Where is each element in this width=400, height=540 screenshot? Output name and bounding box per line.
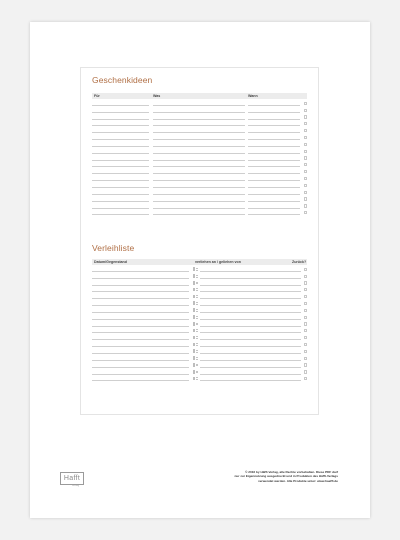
returned-checkbox[interactable]	[304, 309, 307, 312]
lent-borrowed-toggle[interactable]	[193, 322, 199, 326]
returned-checkbox[interactable]	[304, 302, 307, 305]
haefft-logo: Hafft	[60, 472, 84, 485]
gift-done-checkbox[interactable]	[304, 129, 307, 132]
lent-borrowed-toggle[interactable]	[193, 349, 199, 353]
lending-row	[92, 279, 307, 286]
toggle-label-mark	[196, 359, 199, 360]
lent-borrowed-toggle[interactable]	[193, 370, 199, 374]
column-header-date-item: Datum/Gegenstand	[94, 259, 127, 264]
lending-row	[92, 306, 307, 313]
toggle-label-mark	[196, 277, 199, 278]
returned-checkbox[interactable]	[304, 350, 307, 353]
lending-list-rows	[92, 265, 307, 381]
lent-borrowed-toggle[interactable]	[193, 356, 199, 360]
toggle-label-mark	[196, 345, 199, 346]
item-line[interactable]	[92, 380, 189, 381]
toggle-label-mark	[196, 270, 199, 271]
lending-row	[92, 272, 307, 279]
lent-borrowed-toggle[interactable]	[193, 295, 199, 299]
gift-idea-row	[92, 140, 307, 147]
gift-done-checkbox[interactable]	[304, 177, 307, 180]
toggle-label-mark	[196, 336, 199, 337]
lent-borrowed-toggle[interactable]	[193, 274, 199, 278]
toggle-label-mark	[196, 372, 199, 373]
toggle-label-mark	[196, 275, 199, 276]
gift-done-checkbox[interactable]	[304, 211, 307, 214]
lent-borrowed-toggle[interactable]	[193, 301, 199, 305]
lending-row	[92, 313, 307, 320]
gift-done-checkbox[interactable]	[304, 170, 307, 173]
gift-done-checkbox[interactable]	[304, 102, 307, 105]
lending-row	[92, 333, 307, 340]
lent-borrowed-toggle[interactable]	[193, 336, 199, 340]
lent-borrowed-toggle[interactable]	[193, 308, 199, 312]
footer-line-2: nur zur Eigennutzung ausgedruckt und in Produkten des Häfft-Verlags	[234, 474, 338, 479]
returned-checkbox[interactable]	[304, 288, 307, 291]
gift-done-checkbox[interactable]	[304, 150, 307, 153]
toggle-label-mark	[196, 318, 199, 319]
returned-checkbox[interactable]	[304, 343, 307, 346]
toggle-label-mark	[196, 352, 199, 353]
lent-borrowed-toggle[interactable]	[193, 329, 199, 333]
gift-done-checkbox[interactable]	[304, 184, 307, 187]
lending-row	[92, 265, 307, 272]
toggle-label-mark	[196, 309, 199, 310]
gift-idea-row	[92, 120, 307, 127]
lent-borrowed-toggle[interactable]	[193, 377, 199, 381]
toggle-label-mark	[196, 316, 199, 317]
gift-done-checkbox[interactable]	[304, 122, 307, 125]
toggle-label-mark	[196, 290, 199, 291]
lent-borrowed-toggle[interactable]	[193, 281, 199, 285]
gift-ideas-title: Geschenkideen	[92, 75, 153, 85]
column-header-returned: Zurück?	[292, 259, 307, 264]
gift-idea-row	[92, 188, 307, 195]
lending-row	[92, 286, 307, 293]
lent-borrowed-toggle[interactable]	[193, 363, 199, 367]
toggle-label-mark	[196, 364, 199, 365]
returned-checkbox[interactable]	[304, 336, 307, 339]
toggle-label-mark	[196, 311, 199, 312]
lending-row	[92, 375, 307, 382]
toggle-label-mark	[196, 350, 199, 351]
returned-checkbox[interactable]	[304, 357, 307, 360]
what-line[interactable]	[153, 214, 245, 215]
for-line[interactable]	[92, 214, 149, 215]
toggle-label-mark	[196, 302, 199, 303]
returned-checkbox[interactable]	[304, 329, 307, 332]
gift-done-checkbox[interactable]	[304, 163, 307, 166]
toggle-label-mark	[196, 295, 199, 296]
toggle-label-mark	[196, 268, 199, 269]
gift-done-checkbox[interactable]	[304, 204, 307, 207]
toggle-label-mark	[196, 297, 199, 298]
returned-checkbox[interactable]	[304, 281, 307, 284]
column-header-what: Was	[153, 93, 161, 98]
toggle-label-mark	[196, 343, 199, 344]
returned-checkbox[interactable]	[304, 363, 307, 366]
lent-borrowed-toggle[interactable]	[193, 315, 199, 319]
lent-borrowed-toggle[interactable]	[193, 267, 199, 271]
gift-idea-row	[92, 167, 307, 174]
toggle-label-mark	[196, 371, 199, 372]
gift-done-checkbox[interactable]	[304, 143, 307, 146]
gift-done-checkbox[interactable]	[304, 156, 307, 159]
returned-checkbox[interactable]	[304, 268, 307, 271]
planner-panel	[80, 67, 319, 415]
toggle-label-mark	[196, 331, 199, 332]
gift-idea-row	[92, 181, 307, 188]
column-header-when: Wann	[248, 93, 258, 98]
gift-idea-row	[92, 161, 307, 168]
gift-idea-row	[92, 154, 307, 161]
footer-line-1: © 2016 by Häfft-Verlag, alle Rechte vorbehalten. Diese PDF darf	[245, 470, 338, 474]
gift-idea-row	[92, 202, 307, 209]
toggle-label-mark	[196, 324, 199, 325]
gift-ideas-rows	[92, 99, 307, 215]
toggle-label-mark	[196, 365, 199, 366]
gift-idea-row	[92, 99, 307, 106]
gift-idea-row	[92, 209, 307, 216]
lending-row	[92, 340, 307, 347]
gift-done-checkbox[interactable]	[304, 191, 307, 194]
toggle-label-mark	[196, 338, 199, 339]
gift-idea-row	[92, 133, 307, 140]
lending-row	[92, 292, 307, 299]
toggle-label-mark	[196, 282, 199, 283]
lending-row	[92, 354, 307, 361]
lent-borrowed-toggle[interactable]	[193, 288, 199, 292]
gift-done-checkbox[interactable]	[304, 115, 307, 118]
returned-checkbox[interactable]	[304, 322, 307, 325]
returned-checkbox[interactable]	[304, 295, 307, 298]
toggle-label-mark	[196, 304, 199, 305]
haefft-logo-sub: Verlag	[72, 484, 80, 487]
lending-list-title: Verleihliste	[92, 243, 135, 253]
lent-borrowed-toggle[interactable]	[193, 343, 199, 347]
gift-idea-row	[92, 195, 307, 202]
returned-checkbox[interactable]	[304, 370, 307, 373]
column-header-lent-to: verliehen an / geliehen von	[195, 259, 241, 264]
toggle-label-mark	[196, 379, 199, 380]
copyright-footer	[208, 470, 338, 483]
lending-row	[92, 327, 307, 334]
gift-idea-row	[92, 106, 307, 113]
toggle-label-mark	[196, 377, 199, 378]
returned-checkbox[interactable]	[304, 377, 307, 380]
lending-row	[92, 361, 307, 368]
toggle-label-mark	[196, 329, 199, 330]
gift-idea-row	[92, 147, 307, 154]
gift-done-checkbox[interactable]	[304, 197, 307, 200]
lending-row	[92, 368, 307, 375]
person-line[interactable]	[200, 380, 301, 381]
when-line[interactable]	[248, 214, 300, 215]
lending-row	[92, 320, 307, 327]
toggle-label-mark	[196, 323, 199, 324]
gift-done-checkbox[interactable]	[304, 136, 307, 139]
gift-done-checkbox[interactable]	[304, 109, 307, 112]
toggle-label-mark	[196, 283, 199, 284]
returned-checkbox[interactable]	[304, 316, 307, 319]
returned-checkbox[interactable]	[304, 275, 307, 278]
gift-idea-row	[92, 113, 307, 120]
toggle-label-mark	[196, 288, 199, 289]
gift-idea-row	[92, 126, 307, 133]
lending-row	[92, 347, 307, 354]
page-sheet	[30, 22, 370, 518]
gift-idea-row	[92, 174, 307, 181]
footer-line-3: verwendet werden. Alle Produkte unter: www.haefft.de	[258, 478, 338, 483]
toggle-label-mark	[196, 357, 199, 358]
column-header-for: Für	[94, 93, 100, 98]
lending-row	[92, 299, 307, 306]
